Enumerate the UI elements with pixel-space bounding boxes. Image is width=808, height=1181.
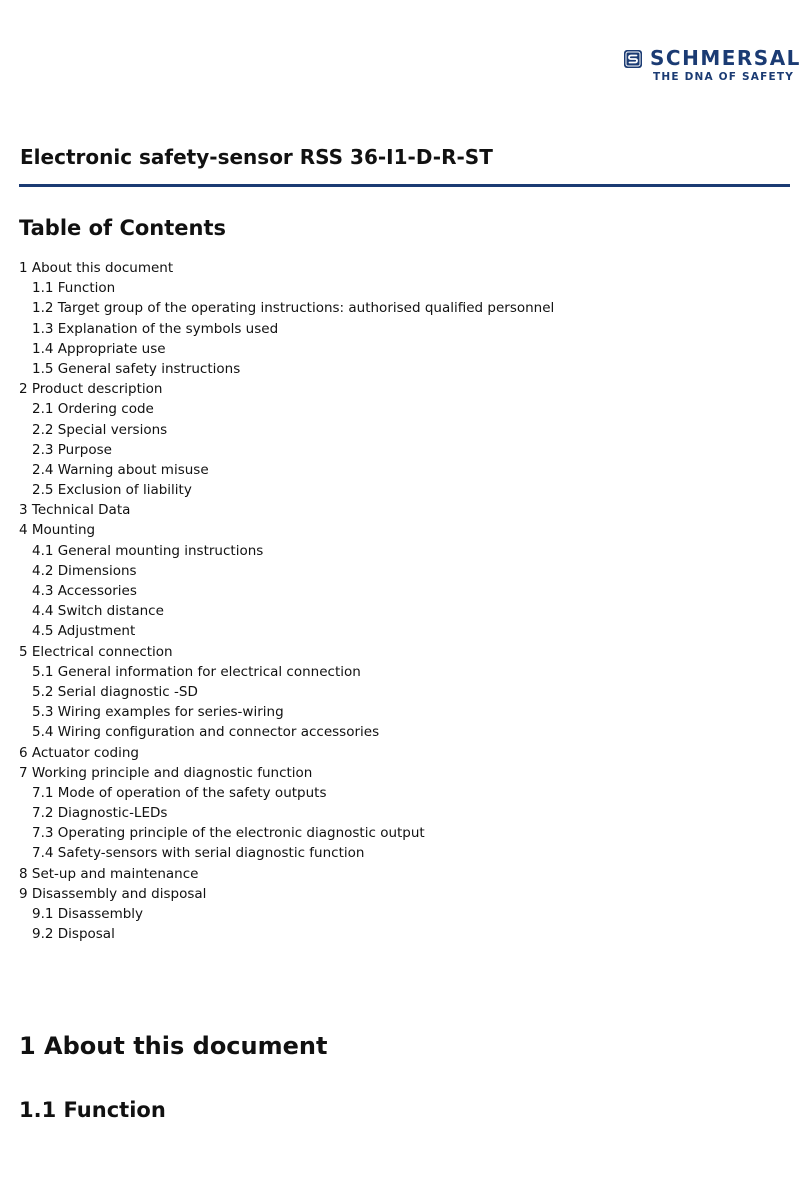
schmersal-s-logo-icon bbox=[624, 50, 642, 68]
toc-link[interactable]: 7.3 Operating principle of the electronic diagnostic output bbox=[32, 825, 425, 842]
toc-link[interactable]: 5.1 General information for electrical connection bbox=[32, 663, 361, 680]
toc-link[interactable]: 1 About this document bbox=[19, 260, 174, 276]
toc-link[interactable]: 1.5 General safety instructions bbox=[32, 360, 241, 377]
toc-link[interactable]: 5 Electrical connection bbox=[19, 643, 173, 660]
brand-name: SCHMERSAL bbox=[650, 46, 801, 70]
toc-link[interactable]: 4.3 Accessories bbox=[32, 583, 137, 599]
toc-link[interactable]: 4.5 Adjustment bbox=[32, 623, 136, 640]
toc-link[interactable]: 1.4 Appropriate use bbox=[32, 340, 166, 357]
toc-link[interactable]: 4 Mounting bbox=[19, 522, 96, 539]
toc-link[interactable]: 3 Technical Data bbox=[19, 502, 131, 519]
document-title: Electronic safety-sensor RSS 36-I1-D-R-ST bbox=[20, 145, 493, 169]
toc-link[interactable]: 2.3 Purpose bbox=[32, 441, 112, 458]
section-heading: 1 About this document bbox=[19, 1032, 328, 1060]
toc-link[interactable]: 2.5 Exclusion of liability bbox=[32, 482, 192, 499]
toc-link[interactable]: 9 Disassembly and disposal bbox=[19, 885, 207, 902]
toc-link[interactable]: 4.4 Switch distance bbox=[32, 603, 164, 620]
subsection-heading: 1.1 Function bbox=[19, 1098, 166, 1122]
title-divider bbox=[19, 184, 790, 187]
toc-link[interactable]: 5.3 Wiring examples for series-wiring bbox=[32, 704, 284, 721]
toc-link[interactable]: 8 Set-up and maintenance bbox=[19, 865, 199, 882]
toc-link[interactable]: 7.2 Diagnostic-LEDs bbox=[32, 805, 168, 822]
toc-link[interactable]: 7.1 Mode of operation of the safety outputs bbox=[32, 784, 327, 801]
brand-logo bbox=[624, 46, 801, 88]
toc-link[interactable]: 7.4 Safety-sensors with serial diagnostic function bbox=[32, 845, 365, 862]
toc-link[interactable]: 2 Product description bbox=[19, 381, 163, 398]
toc-link[interactable]: 9.1 Disassembly bbox=[32, 906, 144, 922]
table-of-contents bbox=[19, 258, 554, 944]
toc-link[interactable]: 2.2 Special versions bbox=[32, 421, 168, 438]
toc-link[interactable]: 2.1 Ordering code bbox=[32, 401, 154, 418]
toc-link[interactable]: 2.4 Warning about misuse bbox=[32, 461, 209, 478]
toc-heading: Table of Contents bbox=[19, 216, 227, 240]
toc-link[interactable]: 1.3 Explanation of the symbols used bbox=[32, 320, 279, 337]
toc-link[interactable]: 6 Actuator coding bbox=[19, 744, 139, 761]
toc-link[interactable]: 9.2 Disposal bbox=[32, 926, 115, 943]
brand-tagline: THE DNA OF SAFETY bbox=[653, 71, 795, 83]
toc-link[interactable]: 1.1 Function bbox=[32, 280, 116, 297]
toc-link[interactable]: 5.4 Wiring configuration and connector accessories bbox=[32, 724, 380, 741]
toc-link[interactable]: 5.2 Serial diagnostic -SD bbox=[32, 683, 198, 700]
toc-link[interactable]: 4.2 Dimensions bbox=[32, 562, 137, 579]
toc-link[interactable]: 1.2 Target group of the operating instructions: authorised qualified personnel bbox=[32, 300, 555, 317]
toc-link[interactable]: 4.1 General mounting instructions bbox=[32, 542, 264, 559]
toc-link[interactable]: 7 Working principle and diagnostic function bbox=[19, 764, 313, 781]
